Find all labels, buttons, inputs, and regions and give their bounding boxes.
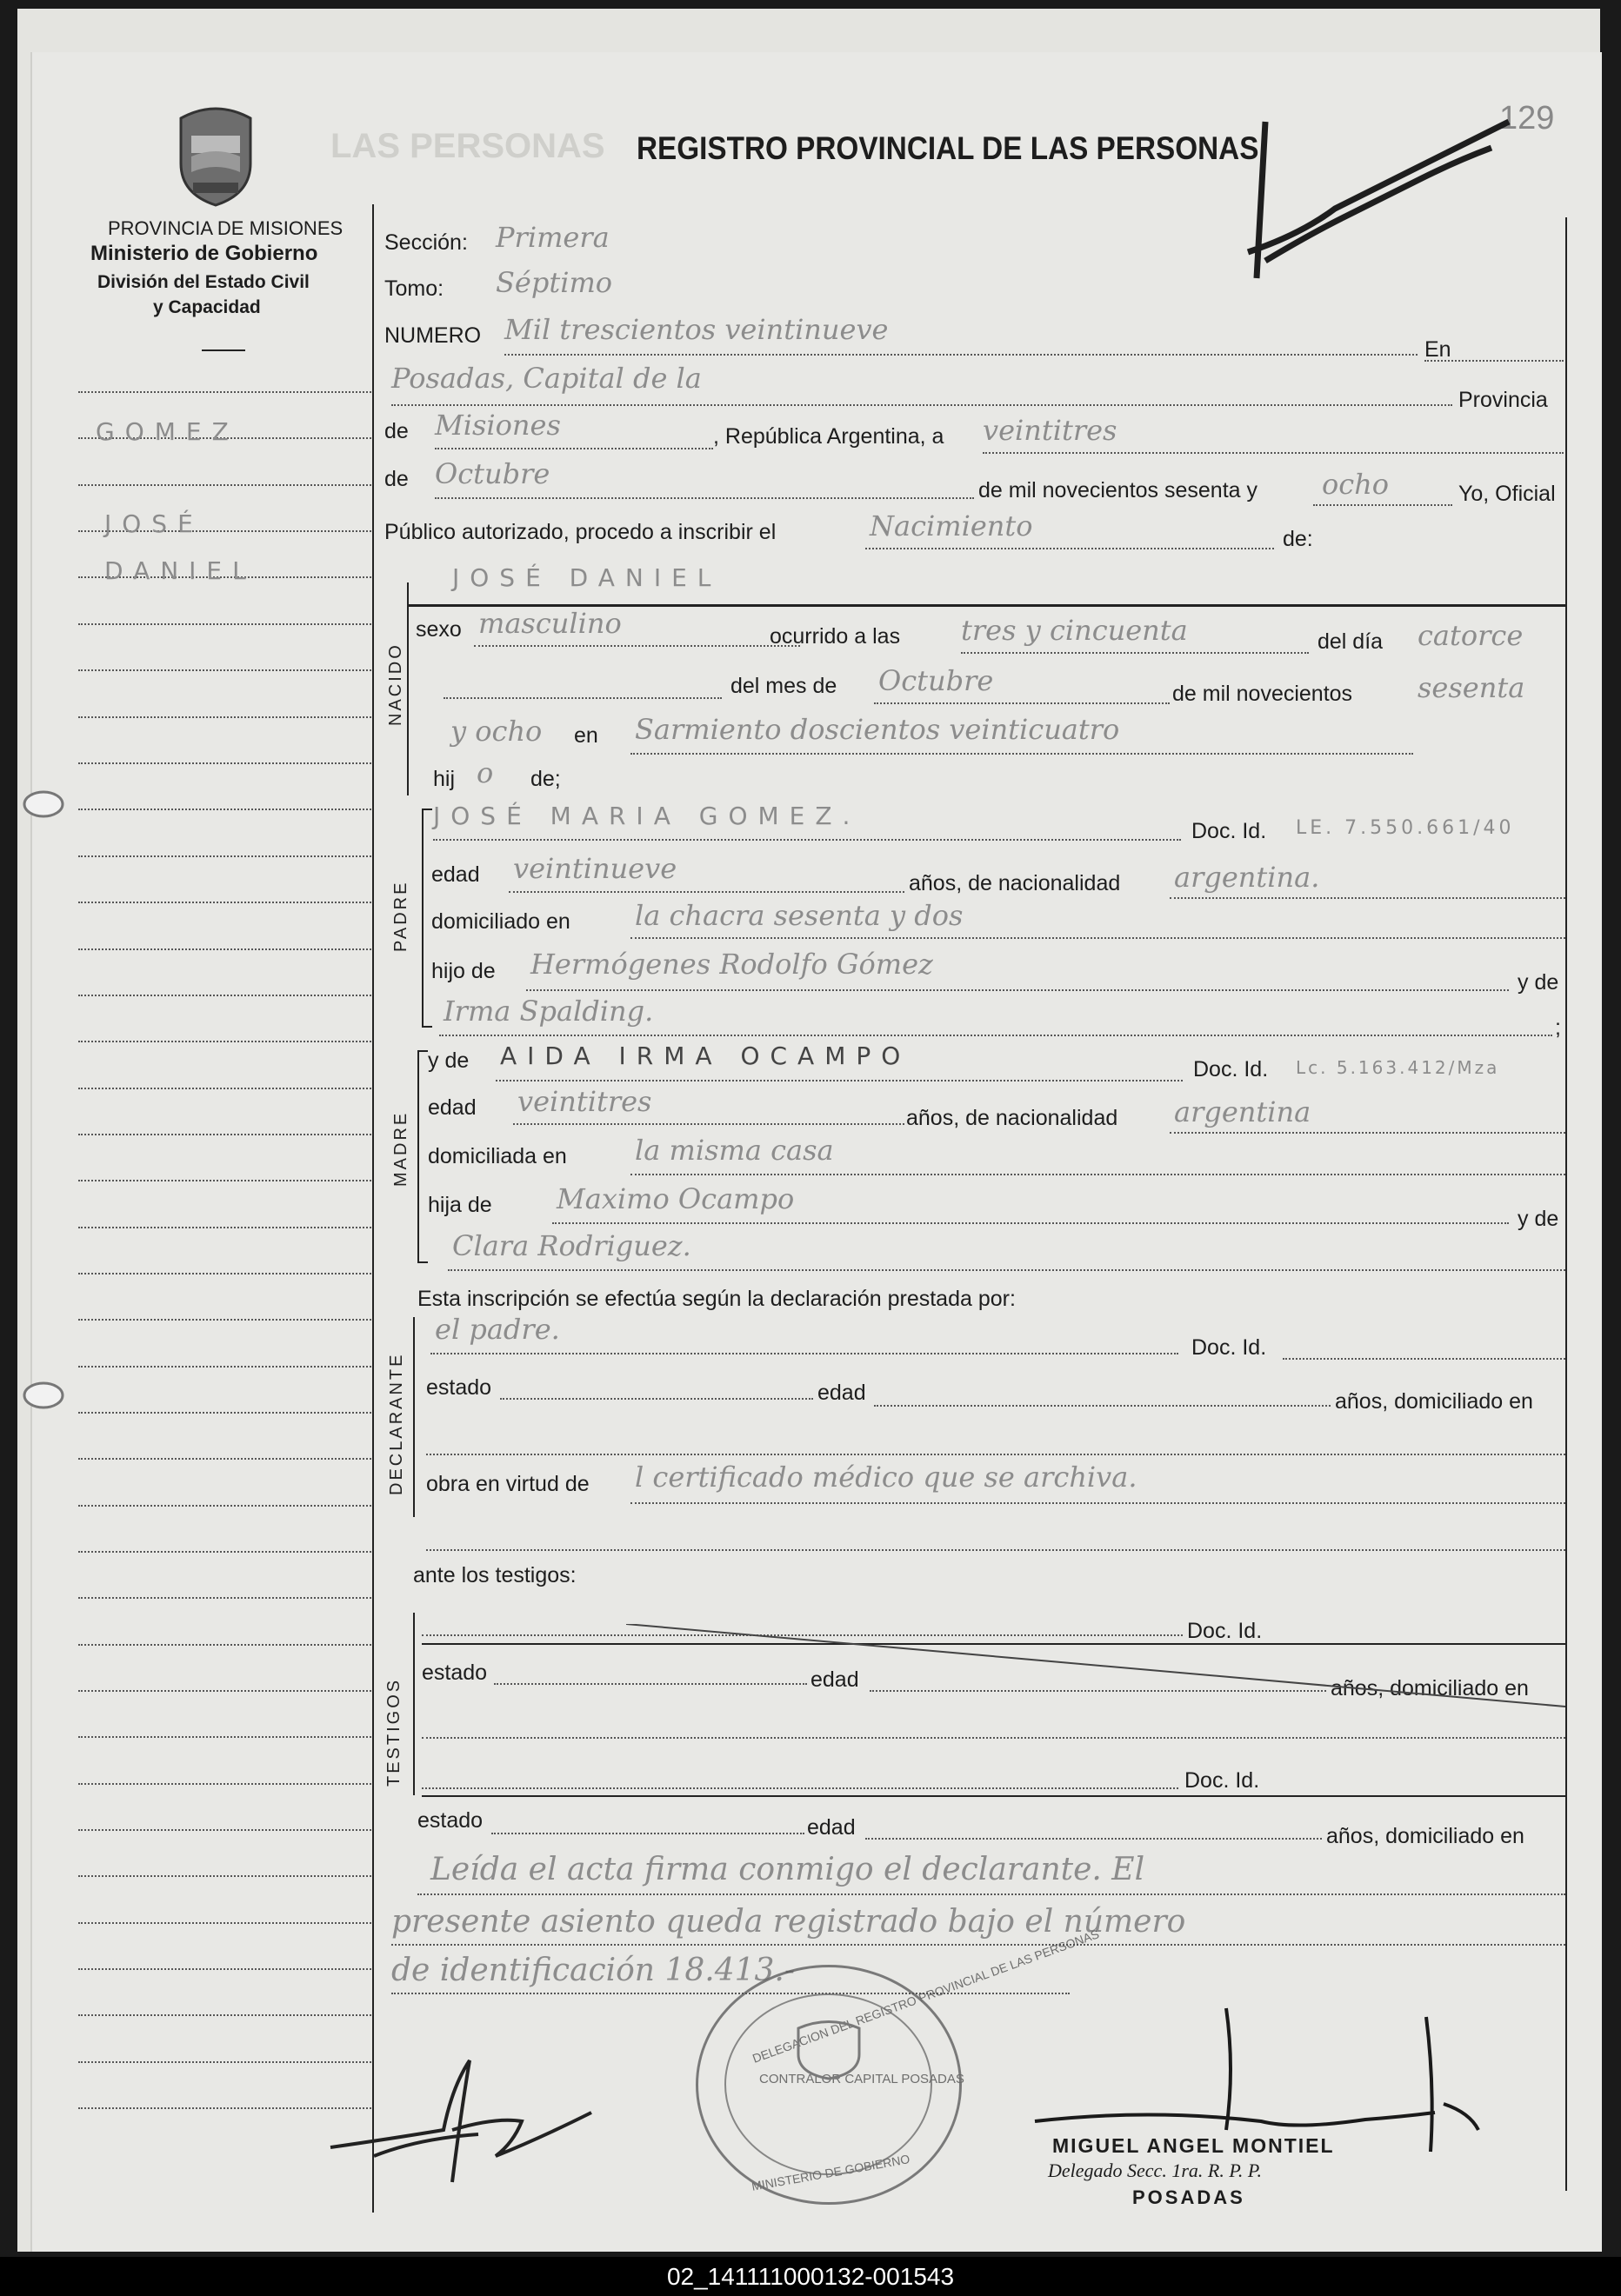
province-value: Misiones xyxy=(435,409,561,442)
testigo1-estado-label: estado xyxy=(422,1660,488,1685)
madre-doc-label: Doc. Id. xyxy=(1193,1057,1269,1081)
declarante-name-value: el padre. xyxy=(435,1313,560,1346)
madre-doc-value: Lc. 5.163.412/Mza xyxy=(1296,1057,1500,1078)
nacido-year-value-2: y ocho xyxy=(450,715,543,748)
seccion-value: Primera xyxy=(496,221,610,254)
declarante-obra-label: obra en virtud de xyxy=(426,1472,590,1496)
province-coat-of-arms-icon xyxy=(174,103,257,207)
padre-yde-label: y de xyxy=(1518,970,1559,995)
madre-father-value: Maximo Ocampo xyxy=(557,1182,795,1215)
en-label: En xyxy=(1424,337,1451,362)
madre-edad-value: veintitres xyxy=(517,1085,652,1118)
nacido-section-label: NACIDO xyxy=(386,642,405,726)
madre-dom-value: la misma casa xyxy=(635,1134,834,1167)
margin-name-1: JOSÉ xyxy=(104,509,203,538)
stamp-bottom-text: MINISTERIO DE GOBIERNO xyxy=(750,2152,911,2193)
testigo1-edad-label: edad xyxy=(810,1667,859,1692)
declarante-obra-value: l certificado médico que se archiva. xyxy=(635,1461,1137,1494)
watermark-text: LAS PERSONAS xyxy=(330,127,605,165)
testigo2-estado-label: estado xyxy=(417,1808,484,1833)
madre-yde-label: y de xyxy=(428,1048,470,1073)
day-value: veintitres xyxy=(983,414,1117,447)
page-title: REGISTRO PROVINCIAL DE LAS PERSONAS xyxy=(637,130,1259,166)
madre-nac-value: argentina xyxy=(1174,1095,1311,1128)
testigo2-edad-label: edad xyxy=(807,1815,856,1840)
nacido-name-value: JOSÉ DANIEL xyxy=(452,563,722,592)
madre-section-label: MADRE xyxy=(391,1110,410,1187)
corner-signature-icon xyxy=(1231,104,1526,287)
hij-value: o xyxy=(477,756,494,789)
document-page xyxy=(17,9,1600,2252)
padre-nac-label: años, de nacionalidad xyxy=(909,871,1121,895)
closing-line-3: de identificación 18.413.- xyxy=(391,1953,796,1988)
padre-mother-value: Irma Spalding. xyxy=(444,995,654,1028)
madre-name-value: AIDA IRMA OCAMPO xyxy=(500,1042,911,1070)
stamp-emblem-icon xyxy=(790,2020,868,2080)
provincia-label: Provincia xyxy=(1458,388,1548,412)
left-frame-line xyxy=(372,204,374,2213)
place-value: Posadas, Capital de la xyxy=(391,362,702,395)
closing-line-1: Leída el acta firma conmigo el declarante. El xyxy=(430,1852,1145,1887)
padre-dom-label: domiciliado en xyxy=(431,909,570,934)
testigo1-doc-label: Doc. Id. xyxy=(1187,1619,1263,1643)
numero-value: Mil trescientos veintinueve xyxy=(504,313,889,346)
madre-mother-value: Clara Rodriguez. xyxy=(452,1229,691,1262)
official-role: Delegado Secc. 1ra. R. P. P. xyxy=(1048,2160,1263,2181)
sexo-label: sexo xyxy=(416,617,462,642)
declarante-edad-label: edad xyxy=(817,1381,866,1405)
yo-oficial-label: Yo, Oficial xyxy=(1458,482,1556,506)
ministry-heading: Ministerio de Gobierno xyxy=(90,242,318,265)
margin-surname: GOMEZ xyxy=(96,417,239,446)
mil-novecientos-label: de mil novecientos xyxy=(1172,682,1353,706)
acta-type-value: Nacimiento xyxy=(870,509,1033,542)
hour-value: tres y cincuenta xyxy=(961,614,1188,647)
declarante-intro: Esta inscripción se efectúa según la declaración prestada por: xyxy=(417,1287,1016,1311)
declarante-doc-label: Doc. Id. xyxy=(1191,1335,1267,1360)
division-heading: División del Estado Civil xyxy=(97,272,310,292)
official-stamp xyxy=(696,1927,1101,2205)
testigos-section-label: TESTIGOS xyxy=(384,1677,404,1787)
binding-ring-icon-2 xyxy=(17,1369,70,1421)
address-value: Sarmiento doscientos veinticuatro xyxy=(635,713,1120,746)
margin-name-2: DANIEL xyxy=(104,556,257,585)
de-label-2: de xyxy=(384,467,409,491)
testigos-intro: ante los testigos: xyxy=(413,1563,577,1587)
padre-doc-value: LE. 7.550.661/40 xyxy=(1296,817,1515,839)
nacido-year-value-1: sesenta xyxy=(1418,671,1525,704)
padre-name-value: JOSÉ MARIA GOMEZ. xyxy=(433,802,861,830)
province-heading: PROVINCIA DE MISIONES xyxy=(108,217,344,239)
binding-ring-icon xyxy=(17,778,70,830)
padre-father-value: Hermógenes Rodolfo Gómez xyxy=(530,948,933,981)
padre-edad-label: edad xyxy=(431,862,480,887)
en-label-2: en xyxy=(574,723,598,748)
tomo-value: Séptimo xyxy=(496,266,613,299)
madre-yde2-label: y de xyxy=(1518,1207,1559,1231)
madre-nac-label: años, de nacionalidad xyxy=(906,1106,1118,1130)
testigo1-strikethrough xyxy=(626,1624,1565,1711)
de-colon-label: de: xyxy=(1283,527,1313,551)
official-name: MIGUEL ANGEL MONTIEL xyxy=(1052,2134,1335,2157)
testigo2-doc-label: Doc. Id. xyxy=(1184,1768,1260,1793)
publico-label: Público autorizado, procedo a inscribir el xyxy=(384,520,777,544)
madre-edad-label: edad xyxy=(428,1095,477,1120)
right-frame-line xyxy=(1565,217,1567,2191)
numero-label: NUMERO xyxy=(384,323,482,348)
ocurrido-label: ocurrido a las xyxy=(770,624,901,649)
republica-label: , República Argentina, a xyxy=(713,424,944,449)
padre-edad-value: veintinueve xyxy=(513,852,677,885)
declarante-estado-label: estado xyxy=(426,1375,492,1400)
testigo1-dom-label: años, domiciliado en xyxy=(1331,1676,1529,1700)
del-mes-label: del mes de xyxy=(730,674,837,698)
divider xyxy=(202,349,245,351)
hij-label: hij xyxy=(433,767,456,791)
padre-hijo-label: hijo de xyxy=(431,959,496,983)
year-value: ocho xyxy=(1322,468,1390,501)
padre-section-label: PADRE xyxy=(391,880,410,952)
del-dia-label: del día xyxy=(1317,629,1384,654)
madre-dom-label: domiciliada en xyxy=(428,1144,567,1168)
declarante-section-label: DECLARANTE xyxy=(387,1352,406,1495)
official-city: POSADAS xyxy=(1132,2186,1245,2208)
padre-dom-value: la chacra sesenta y dos xyxy=(635,899,964,932)
stamp-inner-text: CONTRALOR CAPITAL POSADAS xyxy=(759,2072,964,2086)
file-id-footer: 02_141111000132-001543 xyxy=(0,2257,1621,2296)
madre-hija-label: hija de xyxy=(428,1193,492,1217)
closing-line-2: presente asiento queda registrado bajo el número xyxy=(391,1904,1186,1940)
testigo2-dom-label: años, domiciliado en xyxy=(1326,1824,1524,1848)
division-heading-2: y Capacidad xyxy=(153,297,261,317)
sexo-value: masculino xyxy=(478,607,622,640)
seccion-label: Sección: xyxy=(384,230,468,255)
declarant-signature-icon xyxy=(322,2034,626,2191)
padre-semicolon: ; xyxy=(1555,1015,1561,1040)
page-number: 129 xyxy=(1499,100,1555,136)
mil-label: de mil novecientos sesenta y xyxy=(978,478,1258,502)
month-value: Octubre xyxy=(435,457,550,490)
stamp-outer-text: DELEGACION DEL REGISTRO PROVINCIAL DE LAS PERSONAS xyxy=(750,1927,1101,2066)
nacido-month-value: Octubre xyxy=(878,664,994,697)
declarante-dom-label: años, domiciliado en xyxy=(1335,1389,1533,1414)
hij-de-label: de; xyxy=(530,767,561,791)
padre-doc-label: Doc. Id. xyxy=(1191,819,1267,843)
nacido-day-value: catorce xyxy=(1418,619,1524,652)
tomo-label: Tomo: xyxy=(384,276,444,301)
padre-nac-value: argentina. xyxy=(1174,861,1320,894)
de-label: de xyxy=(384,419,409,443)
